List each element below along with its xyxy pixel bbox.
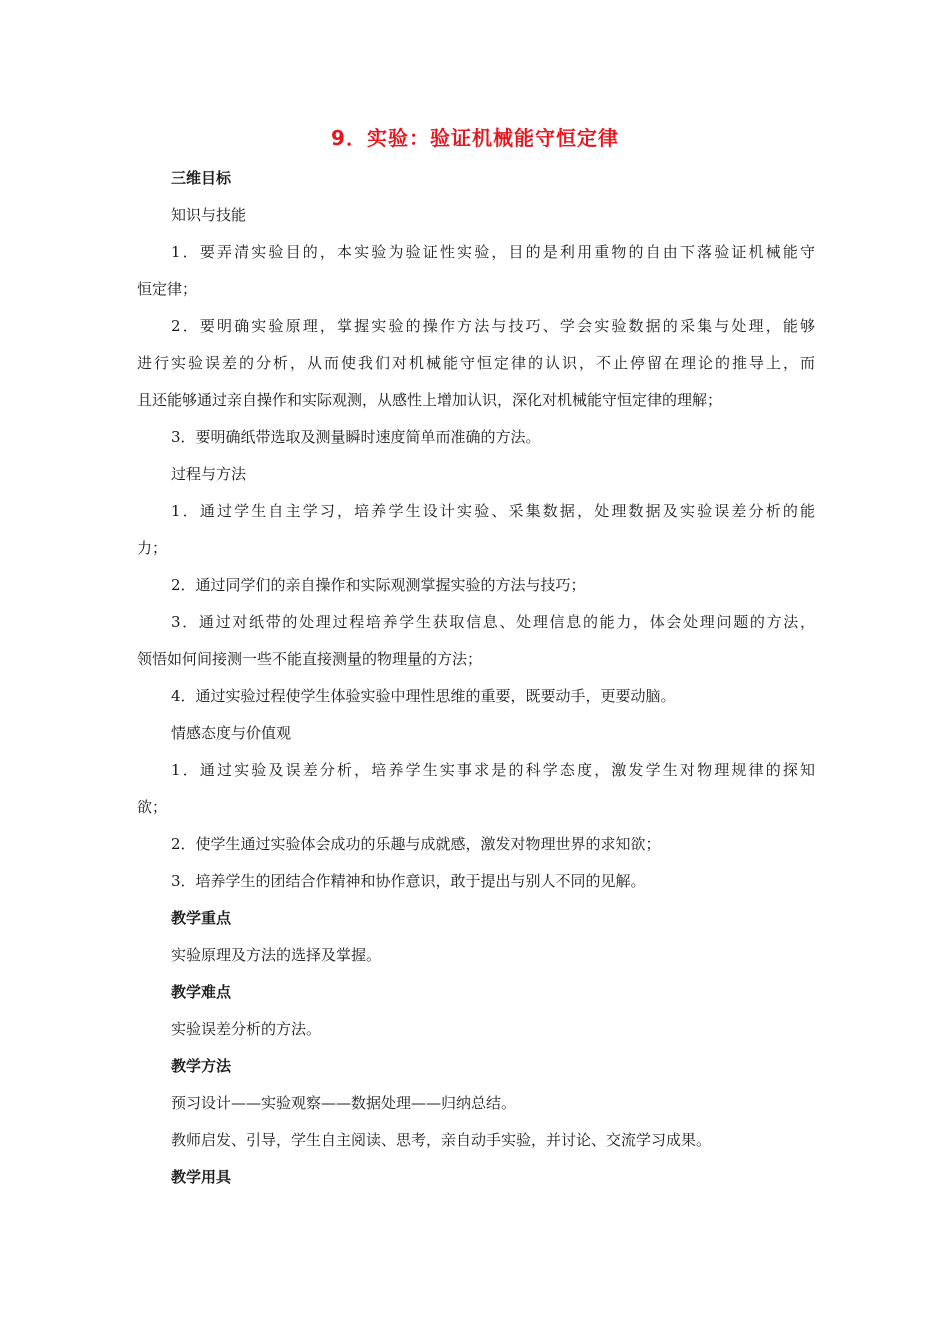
paragraph-line: 欲；: [137, 798, 168, 816]
paragraph-line: 1．通过学生自主学习，培养学生设计实验、采集数据，处理数据及实验误差分析的能: [171, 502, 815, 520]
paragraph-line: 且还能够通过亲自操作和实际观测，从感性上增加认识，深化对机械能守恒定律的理解；: [137, 391, 723, 409]
text-line: 实验原理及方法的选择及掌握。: [171, 946, 382, 964]
paragraph-line: 2．使学生通过实验体会成功的乐趣与成就感，激发对物理世界的求知欲；: [171, 835, 661, 853]
text-line: 实验误差分析的方法。: [171, 1020, 322, 1038]
paragraph-line: 领悟如何间接测一些不能直接测量的物理量的方法；: [137, 650, 483, 668]
paragraph-line: 3．培养学生的团结合作精神和协作意识，敢于提出与别人不同的见解。: [171, 872, 646, 890]
paragraph-line: 恒定律；: [137, 280, 198, 298]
text-line: 教师启发、引导，学生自主阅读、思考，亲自动手实验，并讨论、交流学习成果。: [171, 1131, 712, 1149]
section-heading: 教学重点: [171, 909, 232, 927]
text-line: 情感态度与价值观: [171, 724, 292, 742]
text-line: 预习设计——实验观察——数据处理——归纳总结。: [171, 1094, 517, 1112]
section-heading: 三维目标: [171, 169, 232, 187]
document-body: [137, 160, 815, 1196]
paragraph-line: 2．通过同学们的亲自操作和实际观测掌握实验的方法与技巧；: [171, 576, 586, 594]
paragraph-line: 1．要弄清实验目的，本实验为验证性实验，目的是利用重物的自由下落验证机械能守: [171, 243, 815, 261]
page-title: 9．实验：验证机械能守恒定律: [331, 126, 619, 150]
paragraph-line: 1．通过实验及误差分析，培养学生实事求是的科学态度，激发学生对物理规律的探知: [171, 761, 815, 779]
paragraph-line: 力；: [137, 539, 168, 557]
text-line: 过程与方法: [171, 465, 247, 483]
section-heading: 教学方法: [171, 1057, 232, 1075]
paragraph-line: 3．通过对纸带的处理过程培养学生获取信息、处理信息的能力，体会处理问题的方法，: [171, 613, 815, 631]
text-line: 知识与技能: [171, 206, 247, 224]
section-heading: 教学难点: [171, 983, 232, 1001]
paragraph-line: 2．要明确实验原理，掌握实验的操作方法与技巧、学会实验数据的采集与处理，能够: [171, 317, 815, 335]
section-heading: 教学用具: [171, 1168, 232, 1186]
paragraph-line: 4．通过实验过程使学生体验实验中理性思维的重要，既要动手，更要动脑。: [171, 687, 676, 705]
paragraph-line: 进行实验误差的分析，从而使我们对机械能守恒定律的认识，不止停留在理论的推导上，而: [137, 354, 815, 372]
paragraph-line: 3．要明确纸带选取及测量瞬时速度简单而准确的方法。: [171, 428, 541, 446]
